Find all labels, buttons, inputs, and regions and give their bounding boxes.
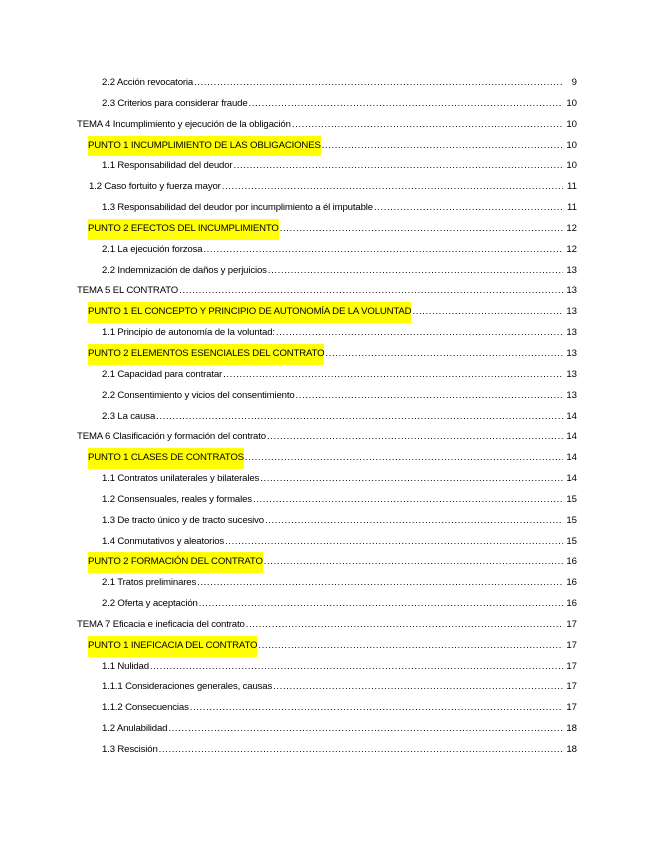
- toc-entry-line: [102, 469, 577, 490]
- toc-entry-title: 1.1.2 Consecuencias: [102, 702, 189, 714]
- toc-page-number: 13: [566, 306, 577, 318]
- toc-dot-leader: [253, 490, 563, 511]
- toc-entry-line: [102, 532, 577, 553]
- toc-entry[interactable]: [0, 94, 655, 115]
- toc-page-number: 16: [566, 577, 577, 589]
- toc-entry-line: [102, 594, 577, 615]
- toc-entry-title: 2.1 Tratos preliminares: [102, 577, 197, 589]
- toc-page-number: 10: [566, 118, 577, 130]
- toc-page-number: 13: [566, 389, 577, 401]
- toc-entry-title: 1.1.1 Consideraciones generales, causas: [102, 681, 273, 693]
- toc-dot-leader: [258, 636, 563, 657]
- toc-entry-title: 1.1 Responsabilidad del deudor: [102, 160, 233, 172]
- toc-page-number: 14: [566, 473, 577, 485]
- toc-entry-line: [102, 698, 577, 719]
- toc-entry-line: [102, 677, 577, 698]
- toc-page-number: 16: [566, 556, 577, 568]
- toc-dot-leader: [245, 448, 563, 469]
- toc-page-number: 13: [566, 368, 577, 380]
- toc-page-number: 12: [566, 243, 577, 255]
- toc-page-number: 10: [566, 160, 577, 172]
- toc-entry[interactable]: [0, 448, 655, 469]
- toc-dot-leader: [276, 323, 563, 344]
- toc-entry-title-highlighted: PUNTO 2 ELEMENTOS ESENCIALES DEL CONTRATO: [88, 344, 324, 365]
- toc-entry-title: 2.1 Capacidad para contratar: [102, 368, 223, 380]
- toc-entry-title: TEMA 6 Clasificación y formación del contrato: [77, 431, 266, 443]
- toc-entry-line: [88, 136, 577, 157]
- toc-entry-line: [102, 73, 577, 94]
- toc-entry-title: 1.1 Nulidad: [102, 660, 149, 672]
- toc-page-number: 14: [566, 431, 577, 443]
- toc-entry-title: 2.1 La ejecución forzosa: [102, 243, 203, 255]
- toc-dot-leader: [225, 532, 563, 553]
- toc-entry-title: 1.4 Conmutativos y aleatorios: [102, 535, 225, 547]
- toc-dot-leader: [159, 740, 563, 761]
- toc-entry[interactable]: [0, 177, 655, 198]
- toc-entry[interactable]: [0, 594, 655, 615]
- toc-entry-title: 1.3 Rescisión: [102, 744, 158, 755]
- toc-entry[interactable]: [0, 490, 655, 511]
- toc-page-number: 15: [566, 493, 577, 505]
- toc-entry[interactable]: [0, 386, 655, 407]
- toc-entry-title: 1.1 Contratos unilaterales y bilaterales: [102, 473, 260, 485]
- toc-entry[interactable]: [0, 427, 655, 448]
- toc-entry[interactable]: [0, 261, 655, 282]
- toc-page-number: 15: [566, 514, 577, 526]
- toc-entry-line: [88, 636, 577, 657]
- toc-entry[interactable]: [0, 240, 655, 261]
- toc-entry[interactable]: [0, 532, 655, 553]
- toc-dot-leader: [325, 344, 563, 365]
- toc-page-number: 13: [566, 347, 577, 359]
- toc-entry[interactable]: [0, 657, 655, 678]
- toc-entry-line: [102, 94, 577, 115]
- toc-entry-line: [102, 407, 577, 428]
- toc-page-number: 13: [566, 264, 577, 276]
- toc-dot-leader: [260, 469, 563, 490]
- toc-dot-leader: [322, 136, 563, 157]
- toc-page-number: 13: [566, 285, 577, 297]
- toc-dot-leader: [280, 219, 563, 240]
- toc-dot-leader: [265, 511, 563, 532]
- toc-entry-line: [88, 448, 577, 469]
- toc-entry-line: [102, 573, 577, 594]
- toc-entry-title: 1.2 Caso fortuito y fuerza mayor: [89, 181, 221, 193]
- toc-entry-line: [102, 156, 577, 177]
- toc-dot-leader: [267, 427, 563, 448]
- toc-entry[interactable]: [0, 136, 655, 157]
- toc-entry-title: TEMA 7 Eficacia e ineficacia del contrato: [77, 618, 245, 630]
- toc-entry-line: [102, 261, 577, 282]
- toc-entry[interactable]: [0, 281, 655, 302]
- toc-entry-title: 1.2 Consensuales, reales y formales: [102, 493, 252, 505]
- toc-page-number: 11: [567, 181, 577, 193]
- toc-dot-leader: [223, 365, 563, 386]
- toc-entry[interactable]: [0, 511, 655, 532]
- toc-dot-leader: [374, 198, 563, 219]
- toc-entry[interactable]: [0, 323, 655, 344]
- toc-entry-title: 1.2 Anulabilidad: [102, 723, 168, 735]
- toc-entry-line: [88, 302, 577, 323]
- toc-entry-title-highlighted: PUNTO 1 INCUMPLIMIENTO DE LAS OBLIGACIONES: [88, 136, 321, 157]
- toc-entry[interactable]: [0, 615, 655, 636]
- toc-entry[interactable]: [0, 740, 655, 761]
- toc-entry-title: 2.3 La causa: [102, 410, 156, 422]
- toc-entry-title: TEMA 4 Incumplimiento y ejecución de la obligación: [77, 118, 291, 130]
- toc-page-number: 9: [571, 77, 577, 88]
- toc-page-number: 15: [566, 535, 577, 547]
- toc-entry-line: [88, 552, 577, 573]
- toc-entry[interactable]: [0, 73, 655, 94]
- toc-page-number: 17: [566, 681, 577, 693]
- toc-dot-leader: [273, 677, 563, 698]
- toc-page-number: 17: [566, 639, 577, 651]
- toc-dot-leader: [156, 407, 563, 428]
- toc-page-number: 14: [566, 410, 577, 422]
- toc-entry-line: [102, 323, 577, 344]
- toc-dot-leader: [292, 115, 563, 136]
- toc-entry-line: [102, 740, 577, 761]
- toc-entry[interactable]: [0, 115, 655, 136]
- toc-page-number: 10: [566, 97, 577, 109]
- toc-page-number: 18: [566, 723, 577, 735]
- toc-entry-line: [77, 427, 577, 448]
- toc-dot-leader: [268, 261, 563, 282]
- toc-entry-title-highlighted: PUNTO 1 INEFICACIA DEL CONTRATO: [88, 636, 257, 657]
- toc-entry[interactable]: [0, 219, 655, 240]
- toc-entry-title: 2.2 Indemnización de daños y perjuicios: [102, 264, 267, 276]
- toc-page-number: 12: [566, 222, 577, 234]
- toc-entry[interactable]: [0, 302, 655, 323]
- toc-entry-title: 1.3 Responsabilidad del deudor por incumplimiento a él imputable: [102, 202, 373, 214]
- toc-entry-line: [102, 386, 577, 407]
- toc-entry-line: [102, 365, 577, 386]
- toc-entry-line: [102, 198, 577, 219]
- toc-entry-title: 2.3 Criterios para considerar fraude: [102, 97, 248, 109]
- toc-entry-title-highlighted: PUNTO 1 EL CONCEPTO Y PRINCIPIO DE AUTONOMÍA DE LA VOLUNTAD: [88, 302, 411, 323]
- toc-entry[interactable]: [0, 573, 655, 594]
- toc-dot-leader: [203, 240, 563, 261]
- toc-entry[interactable]: [0, 198, 655, 219]
- toc-dot-leader: [412, 302, 563, 323]
- toc-entry[interactable]: [0, 698, 655, 719]
- toc-entry[interactable]: [0, 156, 655, 177]
- toc-dot-leader: [190, 698, 563, 719]
- toc-entry[interactable]: [0, 344, 655, 365]
- toc-entry-line: [77, 615, 577, 636]
- toc-page-number: 17: [566, 618, 577, 630]
- toc-entry-line: [77, 115, 577, 136]
- toc-page-number: 11: [567, 202, 577, 214]
- toc-dot-leader: [179, 281, 563, 302]
- toc-entry-title: 1.3 De tracto único y de tracto sucesivo: [102, 514, 264, 526]
- toc-entry-line: [102, 719, 577, 740]
- toc-entry-line: [102, 490, 577, 511]
- toc-page-number: 14: [566, 452, 577, 464]
- toc-entry-title: 2.2 Consentimiento y vicios del consentimiento: [102, 389, 295, 401]
- toc-page-number: 17: [566, 660, 577, 672]
- toc-entry-line: [102, 657, 577, 678]
- toc-entry-title-highlighted: PUNTO 1 CLASES DE CONTRATOS: [88, 448, 244, 469]
- toc-entry-title-highlighted: PUNTO 2 EFECTOS DEL INCUMPLIMIENTO: [88, 219, 279, 240]
- toc-dot-leader: [246, 615, 563, 636]
- toc-entry-line: [77, 281, 577, 302]
- toc-entry-line: [89, 177, 577, 198]
- toc-dot-leader: [150, 657, 563, 678]
- toc-entry-title-highlighted: PUNTO 2 FORMACIÓN DEL CONTRATO: [88, 552, 263, 573]
- toc-page-number: 13: [566, 327, 577, 339]
- toc-page-number: 16: [566, 598, 577, 610]
- table-of-contents: [0, 73, 655, 761]
- toc-entry[interactable]: [0, 552, 655, 573]
- toc-dot-leader: [233, 156, 563, 177]
- toc-dot-leader: [222, 177, 563, 198]
- toc-entry[interactable]: [0, 469, 655, 490]
- toc-dot-leader: [296, 386, 563, 407]
- toc-entry[interactable]: [0, 719, 655, 740]
- toc-entry-title: 1.1 Principio de autonomía de la voluntad:: [102, 327, 275, 339]
- toc-page-number: 17: [566, 702, 577, 714]
- toc-entry-line: [102, 511, 577, 532]
- toc-entry-title: TEMA 5 EL CONTRATO: [77, 285, 179, 297]
- toc-entry-line: [88, 219, 577, 240]
- toc-entry-title: 2.2 Acción revocatoria: [102, 77, 194, 88]
- toc-dot-leader: [194, 73, 563, 94]
- toc-entry-title: 2.2 Oferta y aceptación: [102, 598, 198, 610]
- toc-entry[interactable]: [0, 407, 655, 428]
- toc-page-number: 18: [566, 744, 577, 755]
- toc-dot-leader: [264, 552, 563, 573]
- toc-entry-line: [102, 240, 577, 261]
- toc-dot-leader: [249, 94, 563, 115]
- toc-entry[interactable]: [0, 365, 655, 386]
- toc-dot-leader: [197, 573, 563, 594]
- toc-dot-leader: [199, 594, 563, 615]
- toc-dot-leader: [168, 719, 563, 740]
- toc-entry[interactable]: [0, 677, 655, 698]
- toc-entry-line: [88, 344, 577, 365]
- toc-page-number: 10: [566, 139, 577, 151]
- toc-entry[interactable]: [0, 636, 655, 657]
